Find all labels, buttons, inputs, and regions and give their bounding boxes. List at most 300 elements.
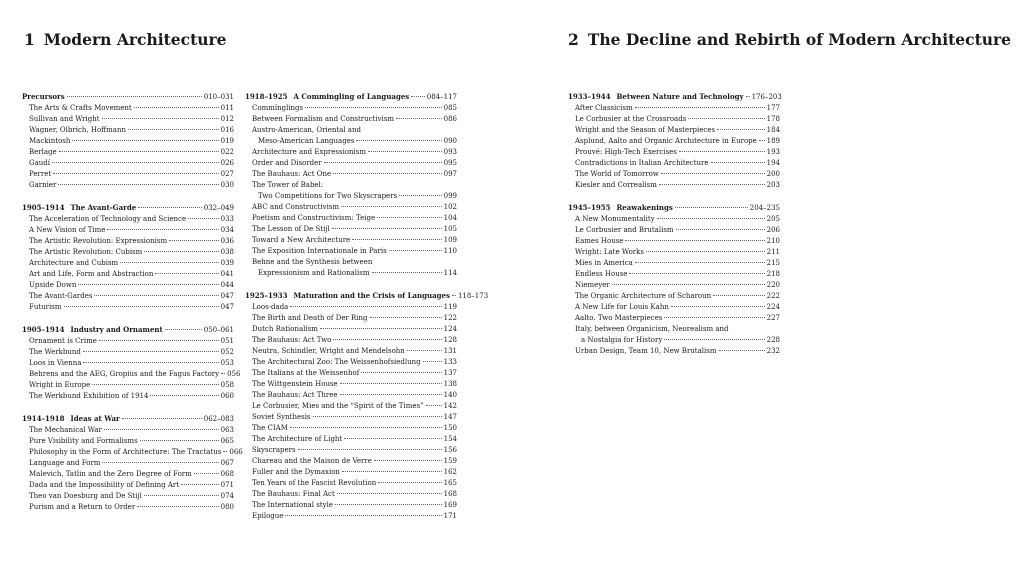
entry-page-number: 065	[220, 437, 234, 445]
entry-title: Le Corbusier, Mies and the “Spirit of the Times”	[252, 402, 424, 410]
toc-entry	[22, 158, 234, 169]
toc-entry	[568, 147, 780, 158]
entry-page-number: 109	[443, 236, 457, 244]
dot-leader	[285, 515, 441, 516]
entry-page-number: 105	[443, 225, 457, 233]
section-years: 1933–1944	[568, 92, 611, 101]
toc-entry	[568, 103, 780, 114]
dot-leader	[713, 295, 764, 296]
dot-leader	[155, 273, 218, 274]
toc-entry	[245, 158, 457, 169]
toc-entry	[22, 369, 241, 380]
toc-entry	[568, 114, 780, 125]
dot-leader	[411, 96, 425, 97]
entry-title: Architecture and Cubism	[29, 259, 119, 267]
entry-title: Ornament is Crime	[29, 337, 97, 345]
section-heading	[22, 202, 234, 214]
dot-leader	[83, 362, 218, 363]
entry-page-number: 114	[443, 269, 457, 277]
dot-leader	[335, 504, 442, 505]
toc-column-3	[568, 91, 780, 368]
entry-title: A New Monumentality	[575, 215, 655, 223]
toc-entry	[22, 280, 234, 291]
entry-title: Italy, between Organicism, Neorealism and	[575, 325, 729, 333]
toc-entry	[22, 391, 234, 402]
entry-title: The Bauhaus: Act Two	[252, 336, 332, 344]
entry-page-number: 019	[220, 137, 234, 145]
entry-title: Between Formalism and Constructivism	[252, 115, 395, 123]
entry-title: Order and Disorder	[252, 159, 322, 167]
entry-page-number: 097	[443, 170, 457, 178]
toc-entry	[22, 480, 234, 491]
entry-page-number: 102	[443, 203, 457, 211]
toc-entry	[568, 214, 780, 225]
entry-page-number: 058	[220, 381, 234, 389]
entry-title: The Mechanical War	[29, 426, 102, 434]
toc-entry	[568, 169, 780, 180]
toc-entry	[245, 257, 457, 268]
entry-page-number: 165	[443, 479, 457, 487]
entry-page-number: 099	[443, 192, 457, 200]
dot-leader	[759, 140, 765, 141]
dot-leader	[313, 416, 442, 417]
dot-leader	[374, 460, 442, 461]
dot-leader	[165, 329, 202, 330]
entry-title: The Italians at the Weissenhof	[252, 369, 360, 377]
entry-title: Eames House	[575, 237, 624, 245]
section-title: Between Nature and Technology	[616, 92, 744, 101]
entry-title: The Artistic Revolution: Expressionism	[29, 237, 168, 245]
entry-page-number: 218	[766, 270, 780, 278]
toc-entry	[245, 268, 457, 279]
toc-entry	[22, 103, 234, 114]
dot-leader	[426, 405, 442, 406]
dot-leader	[657, 218, 765, 219]
entry-title: Contradictions in Italian Architecture	[575, 159, 709, 167]
toc-entry	[245, 114, 457, 125]
entry-title: Ten Years of the Fascist Revolution	[252, 479, 377, 487]
dot-leader	[144, 251, 218, 252]
entry-title: Philosophy in the Form of Architecture: The Tractatus	[29, 448, 222, 456]
dot-leader	[140, 440, 219, 441]
entry-page-number: 228	[766, 336, 780, 344]
toc-entry	[22, 180, 234, 191]
volume-title: The Decline and Rebirth of Modern Architecture	[587, 30, 1012, 49]
toc-section	[22, 324, 241, 402]
dot-leader	[52, 162, 219, 163]
toc-entry	[245, 357, 457, 368]
dot-leader	[290, 306, 441, 307]
toc-entry	[22, 436, 234, 447]
toc-column-2	[245, 91, 489, 533]
toc-entry	[245, 456, 457, 467]
dot-leader	[352, 239, 441, 240]
section-heading	[22, 91, 234, 103]
dot-leader	[356, 140, 441, 141]
entry-page-number: 012	[220, 115, 234, 123]
toc-entry	[245, 313, 457, 324]
entry-page-number: 147	[443, 413, 457, 421]
dot-leader	[688, 118, 764, 119]
dot-leader	[134, 107, 219, 108]
toc-entry	[245, 445, 457, 456]
toc-entry	[245, 191, 457, 202]
entry-page-number: 044	[220, 281, 234, 289]
entry-page-number: 027	[220, 170, 234, 178]
dot-leader	[83, 351, 219, 352]
dot-leader	[102, 118, 219, 119]
entry-page-number: 016	[220, 126, 234, 134]
toc-entry	[245, 246, 457, 257]
toc-entry	[245, 169, 457, 180]
toc-entry	[245, 147, 457, 158]
section-title: The Avant-Garde	[70, 203, 137, 212]
dot-leader	[102, 462, 218, 463]
dot-leader	[181, 484, 219, 485]
entry-page-number: 133	[443, 358, 457, 366]
dot-leader	[635, 107, 765, 108]
entry-title: Epilogue	[252, 512, 284, 520]
entry-title: Le Corbusier and Brutalism	[575, 226, 674, 234]
entry-title: A New Life for Louis Kahn	[575, 303, 669, 311]
dot-leader	[337, 493, 442, 494]
section-years: 1945–1955	[568, 203, 611, 212]
dot-leader	[646, 251, 765, 252]
dot-leader	[344, 438, 441, 439]
entry-title: Upside Down	[29, 281, 77, 289]
toc-entry	[568, 324, 780, 335]
entry-title: Dada and the Impossibility of Defining Art	[29, 481, 180, 489]
toc-section	[22, 91, 234, 191]
toc-entry	[568, 280, 780, 291]
entry-title: Malevich, Tatlin and the Zero Degree of Form	[29, 470, 192, 478]
dot-leader	[378, 482, 441, 483]
entry-page-number: 220	[766, 281, 780, 289]
dot-leader	[664, 339, 764, 340]
entry-title: Soviet Synthesis	[252, 413, 311, 421]
toc-entry	[568, 125, 780, 136]
toc-entry	[245, 412, 457, 423]
toc-entry	[568, 346, 780, 357]
entry-title: Kiesler and Correalism	[575, 181, 657, 189]
toc-entry	[245, 335, 457, 346]
entry-page-number: 047	[220, 303, 234, 311]
entry-page-number: 011	[220, 104, 234, 112]
entry-page-number: 056	[227, 370, 241, 378]
section-page-range: 176–203	[751, 93, 782, 101]
section-page-range: 204–235	[749, 204, 780, 212]
dot-leader	[333, 339, 441, 340]
entry-title: Futurism	[29, 303, 62, 311]
toc-entry	[22, 425, 234, 436]
dot-leader	[423, 361, 442, 362]
toc-section	[22, 202, 234, 313]
section-title: Maturation and the Crisis of Languages	[293, 291, 450, 300]
dot-leader	[676, 229, 765, 230]
entry-title: Two Competitions for Two Skyscrapers	[258, 192, 398, 200]
entry-title: Neutra, Schindler, Wright and Mendelsohn	[252, 347, 405, 355]
toc-entry	[245, 202, 457, 213]
entry-page-number: 171	[443, 512, 457, 520]
entry-title: The International style	[252, 501, 333, 509]
entry-page-number: 041	[220, 270, 234, 278]
entry-page-number: 227	[766, 314, 780, 322]
section-page-range: 050–061	[203, 326, 234, 334]
toc-entry	[22, 347, 234, 358]
toc-entry	[245, 379, 457, 390]
entry-page-number: 085	[443, 104, 457, 112]
toc-entry	[568, 335, 780, 346]
toc-entry	[245, 324, 457, 335]
toc-entry	[568, 180, 780, 191]
dot-leader	[150, 395, 218, 396]
entry-title: Behrens and the AEG, Gropius and the Fagus Factory	[29, 370, 220, 378]
entry-title: ABC and Constructivism	[252, 203, 340, 211]
toc-entry	[245, 511, 457, 522]
entry-title: The Lesson of De Stijl	[252, 225, 330, 233]
entry-page-number: 052	[220, 348, 234, 356]
dot-leader	[58, 184, 218, 185]
entry-page-number: 060	[220, 392, 234, 400]
toc-entry	[22, 214, 234, 225]
toc-entry	[22, 114, 234, 125]
entry-page-number: 131	[443, 347, 457, 355]
entry-title: Chareau and the Maison de Verre	[252, 457, 372, 465]
dot-leader	[324, 162, 442, 163]
dot-leader	[290, 427, 442, 428]
section-years: 1918–1925	[245, 92, 288, 101]
toc-entry	[568, 136, 780, 147]
entry-title: a Nostalgia for History	[581, 336, 663, 344]
dot-leader	[104, 429, 219, 430]
toc-entry	[245, 180, 457, 191]
entry-title: Endless House	[575, 270, 628, 278]
entry-title: The Exposition Internationale in Paris	[252, 247, 387, 255]
toc-entry	[245, 423, 457, 434]
entry-page-number: 200	[766, 170, 780, 178]
entry-title: Le Corbusier at the Crossroads	[575, 115, 687, 123]
section-heading	[568, 91, 780, 103]
entry-page-number: 119	[443, 303, 457, 311]
entry-page-number: 142	[443, 402, 457, 410]
entry-page-number: 203	[766, 181, 780, 189]
toc-entry	[568, 269, 780, 280]
entry-title: The Acceleration of Technology and Science	[29, 215, 187, 223]
dot-leader	[53, 173, 218, 174]
dot-leader	[128, 129, 219, 130]
entry-title: The Birth and Death of Der Ring	[252, 314, 368, 322]
entry-title: The Werkbund	[29, 348, 81, 356]
dot-leader	[221, 373, 225, 374]
toc-entry	[245, 125, 457, 136]
entry-page-number: 194	[766, 159, 780, 167]
entry-page-number: 211	[766, 248, 780, 256]
entry-page-number: 184	[766, 126, 780, 134]
toc-entry	[22, 336, 234, 347]
entry-title: The Architecture of Light	[252, 435, 343, 443]
section-years: 1925–1933	[245, 291, 288, 300]
toc-entry	[568, 302, 780, 313]
volume-1-title	[24, 30, 227, 49]
dot-leader	[389, 250, 442, 251]
entry-page-number: 033	[220, 215, 234, 223]
section-heading	[245, 290, 489, 302]
entry-page-number: 038	[220, 248, 234, 256]
entry-page-number: 086	[443, 115, 457, 123]
entry-page-number: 122	[443, 314, 457, 322]
section-page-range: 118–173	[457, 292, 489, 300]
entry-page-number: 128	[443, 336, 457, 344]
dot-leader	[664, 317, 764, 318]
entry-page-number: 066	[229, 448, 243, 456]
dot-leader	[120, 262, 218, 263]
entry-title: Fuller and the Dymaxion	[252, 468, 340, 476]
dot-leader	[169, 240, 219, 241]
toc-entry	[22, 147, 234, 158]
entry-page-number: 137	[443, 369, 457, 377]
entry-page-number: 177	[766, 104, 780, 112]
entry-page-number: 047	[220, 292, 234, 300]
dot-leader	[452, 295, 456, 296]
entry-page-number: 168	[443, 490, 457, 498]
entry-title: The Tower of Babel:	[252, 181, 324, 189]
entry-page-number: 068	[220, 470, 234, 478]
toc-entry	[22, 358, 234, 369]
entry-title: Wright: Late Works	[575, 248, 644, 256]
dot-leader	[372, 272, 442, 273]
toc-entry	[22, 136, 234, 147]
entry-page-number: 178	[766, 115, 780, 123]
entry-title: The Architectural Zoo: The Weissenhofsiedlung	[252, 358, 421, 366]
dot-leader	[188, 218, 219, 219]
toc-entry	[568, 313, 780, 324]
dot-leader	[137, 506, 218, 507]
entry-title: Garnier	[29, 181, 57, 189]
entry-title: Sullivan and Wright	[29, 115, 100, 123]
dot-leader	[368, 151, 442, 152]
toc-entry	[245, 500, 457, 511]
dot-leader	[396, 118, 442, 119]
toc-entry	[568, 236, 780, 247]
entry-page-number: 030	[220, 181, 234, 189]
entry-page-number: 138	[443, 380, 457, 388]
entry-title: The Werkbund Exhibition of 1914	[29, 392, 149, 400]
dot-leader	[679, 151, 765, 152]
section-heading	[22, 413, 234, 425]
dot-leader	[64, 306, 219, 307]
entry-title: The Artistic Revolution: Cubism	[29, 248, 143, 256]
toc-entry	[22, 469, 234, 480]
dot-leader	[661, 173, 765, 174]
dot-leader	[377, 217, 441, 218]
entry-page-number: 071	[220, 481, 234, 489]
entry-title: Mackintosh	[29, 137, 71, 145]
volume-title: Modern Architecture	[43, 30, 227, 49]
entry-title: Meso-American Languages	[258, 137, 355, 145]
toc-entry	[245, 401, 457, 412]
entry-page-number: 090	[443, 137, 457, 145]
entry-title: Austro-American, Oriental and	[252, 126, 361, 134]
entry-title: Wright and the Season of Masterpieces	[575, 126, 716, 134]
entry-page-number: 074	[220, 492, 234, 500]
entry-title: The Bauhaus: Act One	[252, 170, 332, 178]
entry-title: The CIAM	[252, 424, 288, 432]
entry-title: Commínglings	[252, 104, 304, 112]
toc-entry	[22, 458, 234, 469]
dot-leader	[635, 262, 765, 263]
dot-leader	[711, 162, 765, 163]
entry-title: Expressionism and Rationalism	[258, 269, 370, 277]
dot-leader	[99, 340, 219, 341]
dot-leader	[94, 295, 218, 296]
entry-page-number: 150	[443, 424, 457, 432]
dot-leader	[78, 284, 218, 285]
dot-leader	[342, 471, 442, 472]
entry-title: The Arts & Crafts Movement	[29, 104, 132, 112]
toc-entry	[22, 491, 234, 502]
toc-entry	[22, 258, 234, 269]
section-title: Reawakenings	[616, 203, 673, 212]
toc-entry	[245, 136, 457, 147]
entry-title: A New Vision of Time	[29, 226, 106, 234]
toc-entry	[245, 302, 457, 313]
dot-leader	[341, 206, 442, 207]
toc-entry	[245, 235, 457, 246]
toc-entry	[22, 291, 234, 302]
entry-title: The World of Tomorrow	[575, 170, 659, 178]
dot-leader	[361, 372, 441, 373]
toc-entry	[568, 258, 780, 269]
entry-title: Theo van Doesburg and De Stijl	[29, 492, 142, 500]
toc-entry	[22, 447, 243, 458]
entry-page-number: 140	[443, 391, 457, 399]
section-page-range: 062–083	[203, 415, 234, 423]
section-heading	[245, 91, 457, 103]
toc-section	[245, 290, 489, 522]
entry-title: Wagner, Olbrich, Hoffmann	[29, 126, 126, 134]
toc-section	[568, 202, 780, 357]
toc-entry	[245, 390, 457, 401]
entry-page-number: 232	[766, 347, 780, 355]
entry-page-number: 224	[766, 303, 780, 311]
volume-number: 2	[568, 30, 579, 49]
toc-entry	[22, 125, 234, 136]
entry-title: Architecture and Expressionism	[252, 148, 367, 156]
dot-leader	[407, 350, 442, 351]
entry-title: The Bauhaus: Act Three	[252, 391, 338, 399]
right-page	[512, 0, 1024, 561]
entry-title: Art and Life, Form and Abstraction	[29, 270, 154, 278]
entry-page-number: 210	[766, 237, 780, 245]
entry-page-number: 095	[443, 159, 457, 167]
entry-page-number: 053	[220, 359, 234, 367]
dot-leader	[659, 184, 765, 185]
section-heading	[22, 324, 234, 336]
entry-title: Wright in Europe	[29, 381, 91, 389]
toc-entry	[22, 236, 234, 247]
entry-title: Language and Form	[29, 459, 101, 467]
entry-title: Poetism and Constructivism: Teige	[252, 214, 376, 222]
toc-entry	[568, 158, 780, 169]
entry-title: Purism and a Return to Order	[29, 503, 136, 511]
dot-leader	[67, 96, 202, 97]
entry-page-number: 124	[443, 325, 457, 333]
entry-title: Aalto. Two Masterpieces	[575, 314, 663, 322]
section-title: Precursors	[22, 92, 65, 101]
section-page-range: 032–049	[203, 204, 234, 212]
dot-leader	[625, 240, 764, 241]
entry-page-number: 026	[220, 159, 234, 167]
